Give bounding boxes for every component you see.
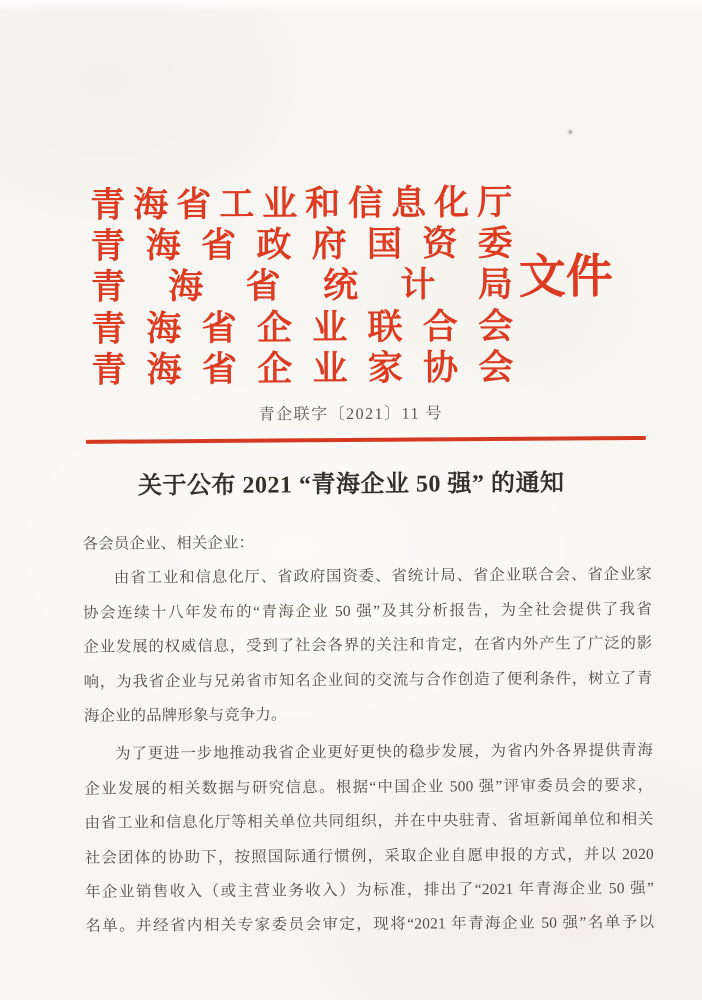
letterhead <box>90 179 513 389</box>
body-line: 为了更进一步地推动我省企业更好更快的稳步发展，为省内外各界提供青海 <box>115 742 654 764</box>
letterhead-org-line-4: 青 海 省 企 业 联 合 会 <box>91 306 514 349</box>
letterhead-org-line-3: 青 海 省 统 计 局 <box>90 265 513 308</box>
body-line: 企业发展的权威信息，受到了社会各界的关注和肯定，在省内外产生了广泛的影 <box>83 635 653 657</box>
doc-type-label: 文件 <box>518 251 613 304</box>
body-line: 海企业的品牌形象与竞争力。 <box>83 706 287 725</box>
body-line: 年企业销售收入（或主营业务收入）为标准，排出了“2021 年青海企业 50 强” <box>85 879 655 901</box>
letterhead-org-line-2: 青 海 省 政 府 国 资 委 <box>90 223 513 266</box>
body-line: 社会团体的协助下，按照国际通行惯例，采取企业自愿申报的方式，并以 2020 <box>84 845 654 867</box>
body-line: 由省工业和信息化厅等相关单位共同组织，并在中央驻青、省垣新闻单位和相关 <box>84 811 654 833</box>
letterhead-org-line-5: 青 海 省 企 业 家 协 会 <box>91 348 514 391</box>
red-divider-line <box>86 436 646 444</box>
document-title: 关于公布 2021 “青海企业 50 强” 的通知 <box>137 470 565 500</box>
letterhead-org-line-1: 青 海 省 工 业 和 信 息 化 厅 <box>90 182 513 225</box>
doc-number: 青企联字〔2021〕11 号 <box>258 405 444 424</box>
body-salutation: 各会员企业、相关企业： <box>82 534 255 553</box>
body-line: 响，为我省企业与兄弟省市知名企业间的交流与合作创造了便利条件，树立了青 <box>83 669 653 691</box>
document-body <box>83 524 655 945</box>
body-line: 企业发展的相关数据与研究信息。根据“中国企业 500 强”评审委员会的要求， <box>84 776 654 798</box>
body-line: 协会连续十八年发布的“青海企业 50 强”及其分析报告，为全社会提供了我省 <box>83 600 653 622</box>
scan-speck-artifact <box>567 128 574 135</box>
body-line: 名单。并经省内相关专家委员会审定，现将“2021 年青海企业 50 强”名单予以 <box>85 914 655 936</box>
body-line: 由省工业和信息化厅、省政府国资委、省统计局、省企业联合会、省企业家 <box>113 566 652 588</box>
